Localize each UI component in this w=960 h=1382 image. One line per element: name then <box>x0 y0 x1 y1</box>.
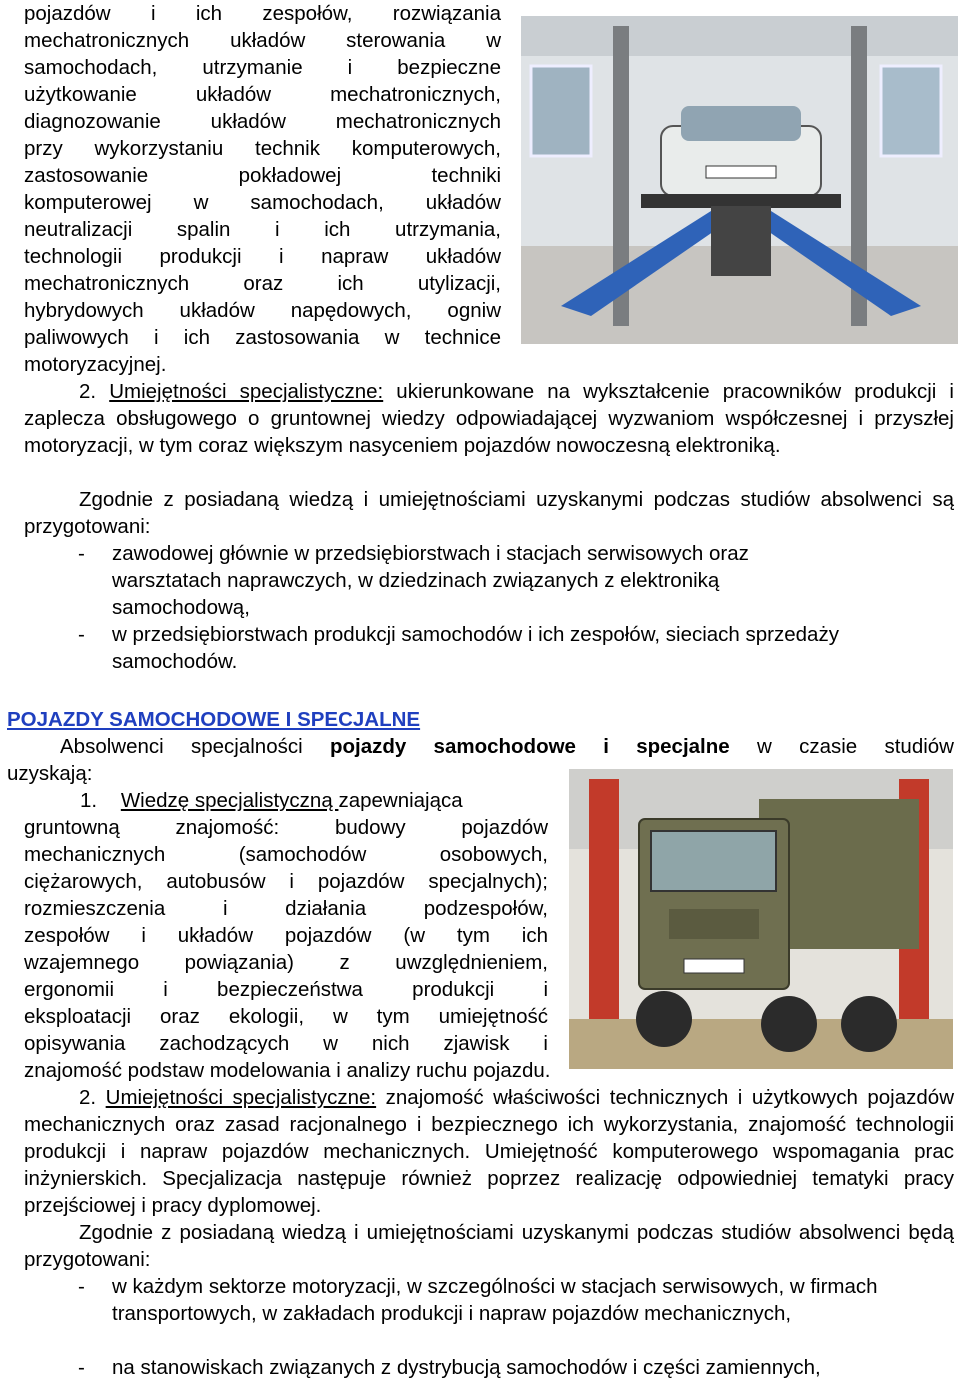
section2-item2-title: Umiejętności specjalistyczne: <box>105 1086 377 1109</box>
col1-line-6: przy wykorzystaniu technik komputerowych, <box>24 137 501 160</box>
section2-item1-last-line: znajomość podstaw modelowania i analizy ruchu pojazdu. <box>24 1059 551 1082</box>
col1-line-5: diagnozowanie układów mechatronicznych <box>24 110 501 133</box>
section1-item2-text: ukierunkowane na wykształcenie pracowników produkcji i zaplecza obsługowego o gruntownej wiedzy odpowiadającej wyzwaniom współczesnej i przyszłej motoryzacji, w tym coraz większym nasyceniem pojazdów nowoczesną elektroniką. <box>24 380 954 457</box>
col1-line-9: neutralizacji spalin i ich utrzymania, <box>24 218 501 241</box>
section2-intro-line-2: uzyskają: <box>7 762 93 785</box>
section2-item1-line-5: zespołów i układów pojazdów (w tym ich <box>24 924 548 947</box>
section2-bullet-2: na stanowiskach związanych z dystrybucją samochodów i części zamiennych, <box>112 1356 821 1379</box>
col1-line-7: zastosowanie pokładowej techniki <box>24 164 501 187</box>
col1-line-12: hybrydowych układów napędowych, ogniw <box>24 299 501 322</box>
col1-line-11: mechatronicznych oraz ich utylizacji, <box>24 272 501 295</box>
section2-item1-line-6: wzajemnego powiązania) z uwzględnieniem, <box>24 951 548 974</box>
star-truck-photo <box>569 769 953 1069</box>
col1-line-14: motoryzacyjnej. <box>24 353 167 376</box>
section2-bullet-dash-1: - <box>78 1275 85 1298</box>
section2-item1-number: 1. <box>80 789 98 812</box>
section2-item1-title: Wiedzę specjalistyczną <box>120 789 339 812</box>
section2-item1-after: zapewniająca <box>338 789 463 812</box>
section2-intro-suffix: w czasie studiów <box>756 735 954 758</box>
section2-item2-text: znajomość właściwości technicznych i użytkowych pojazdów mechanicznych oraz zasad racjonalnego i bezpiecznego ich wykorzystania, znajomość technologii produkcji i napraw pojazdów mechanicznych. Umiejętność komputerowego wspomagania prac inżynierskich. Specjalizacja następuje również poprzez realizację odpowiedniej tematyki pracy przejściowej i pracy dyplomowej. <box>24 1086 954 1217</box>
section2-intro-prefix: Absolwenci specjalności <box>60 735 303 758</box>
section1-skills-paragraph <box>24 378 954 459</box>
section2-item1-line-2: mechanicznych (samochodów osobowych, <box>24 843 548 866</box>
section2-item1-line-8: eksploatacji oraz ekologii, w tym umiejętność <box>24 1005 548 1028</box>
section2-item1-line-9: opisywania zachodzących w nich zjawisk i <box>24 1032 548 1055</box>
section1-bullet-dash-1: - <box>78 542 85 565</box>
section2-heading: POJAZDY SAMOCHODOWE I SPECJALNE <box>7 708 421 731</box>
section1-bullet-2: w przedsiębiorstwach produkcji samochodów i ich zespołów, sieciach sprzedaży samochodów. <box>112 623 839 673</box>
col1-line-2: mechatronicznych układów sterowania w <box>24 29 501 52</box>
col1-line-1: pojazdów i ich zespołów, rozwiązania <box>24 2 501 25</box>
section2-intro-bold: pojazdy samochodowe i specjalne <box>329 735 730 758</box>
section2-prepared-intro: Zgodnie z posiadaną wiedzą i umiejętnościami uzyskanymi podczas studiów absolwenci będą przygotowani: <box>24 1221 954 1271</box>
col1-line-4: użytkowanie układów mechatronicznych, <box>24 83 501 106</box>
col1-line-8: komputerowej w samochodach, układów <box>24 191 501 214</box>
section2-item1-line-1: gruntowną znajomość: budowy pojazdów <box>24 816 548 839</box>
section2-bullet-dash-2: - <box>78 1356 85 1379</box>
section2-item1-line-3: ciężarowych, autobusów i pojazdów specjalnych); <box>24 870 548 893</box>
section1-prepared-intro: Zgodnie z posiadaną wiedzą i umiejętnościami uzyskanymi podczas studiów absolwenci są przygotowani: <box>24 488 954 538</box>
section2-bullet-1: w każdym sektorze motoryzacji, w szczególności w stacjach serwisowych, w firmach transportowych, w zakładach produkcji i napraw pojazdów mechanicznych, <box>112 1275 878 1325</box>
section1-bullet-dash-2: - <box>78 623 85 646</box>
section2-item2-number: 2. <box>79 1086 97 1109</box>
col1-line-13: paliwowych i ich zastosowania w technice <box>24 326 501 349</box>
section1-bullet-1: zawodowej głównie w przedsiębiorstwach i stacjach serwisowych oraz warsztatach naprawczych, w dziedzinach związanych z elektroniką samochodową, <box>112 542 749 619</box>
col1-line-3: samochodach, utrzymanie i bezpieczne <box>24 56 501 79</box>
car-on-lift-photo <box>521 16 958 344</box>
section1-item2-title: Umiejętności specjalistyczne: <box>109 380 384 403</box>
section2-skills-paragraph <box>24 1084 954 1219</box>
col1-line-10: technologii produkcji i napraw układów <box>24 245 501 268</box>
section2-item1-line-7: ergonomii i bezpieczeństwa produkcji i <box>24 978 548 1001</box>
section2-item1-line-0 <box>80 787 463 814</box>
section2-item1-line-4: rozmieszczenia i działania podzespołów, <box>24 897 548 920</box>
section1-item2-number: 2. <box>79 380 97 403</box>
section2-intro-line-1 <box>60 733 954 760</box>
